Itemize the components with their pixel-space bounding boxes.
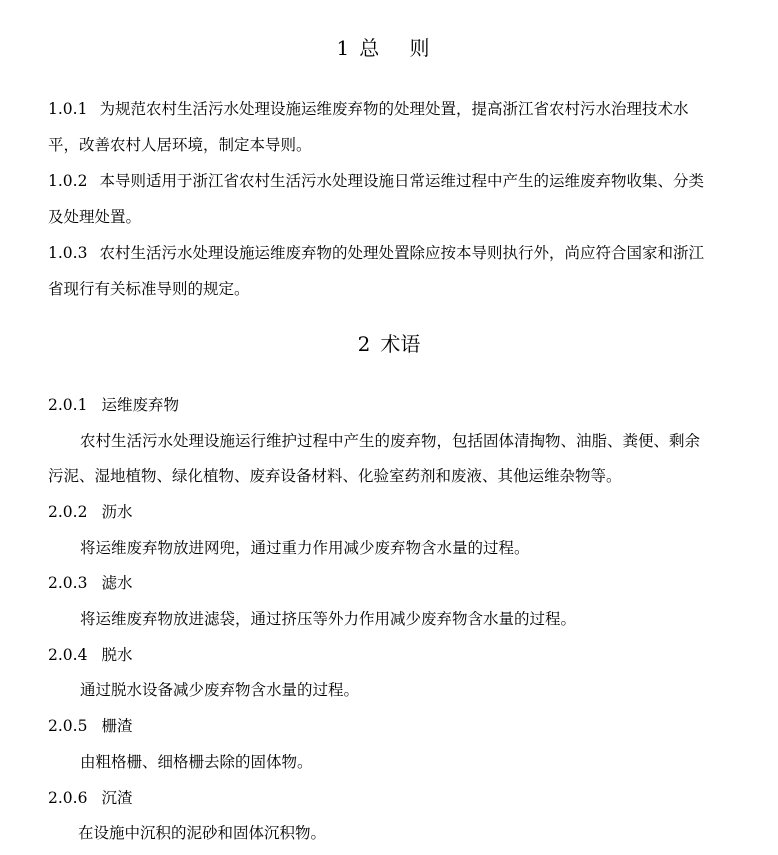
term-name: 滤水 xyxy=(101,574,133,592)
clause-1-0-3-line-2: 省现行有关标准导则的规定。 xyxy=(48,280,250,298)
term-name: 脱水 xyxy=(101,646,133,664)
section-1-heading xyxy=(0,34,778,62)
clause-text: 为规范农村生活污水处理设施运维废弃物的处理处置，提高浙江省农村污水治理技术水 xyxy=(99,100,689,118)
term-number: 2.0.3 xyxy=(48,574,88,592)
term-2-0-3-header xyxy=(48,572,132,594)
term-2-0-1-definition-line-2: 污泥、湿地植物、绿化植物、废弃设备材料、化验室药剂和废液、其他运维杂物等。 xyxy=(48,467,622,485)
term-2-0-3-definition: 将运维废弃物放进滤袋，通过挤压等外力作用减少废弃物含水量的过程。 xyxy=(80,610,577,628)
term-2-0-1-header xyxy=(48,394,179,416)
term-2-0-5-header xyxy=(48,715,132,737)
term-2-0-4-header xyxy=(48,644,132,666)
term-2-0-6-definition: 在设施中沉积的泥砂和固体沉积物。 xyxy=(78,824,327,842)
term-2-0-2-header xyxy=(48,501,132,523)
section-title: 术语 xyxy=(380,332,421,356)
term-2-0-2-definition: 将运维废弃物放进网兜，通过重力作用减少废弃物含水量的过程。 xyxy=(80,539,530,557)
section-2-heading xyxy=(0,330,778,358)
term-name: 沉渣 xyxy=(101,789,133,807)
section-number: 1 xyxy=(336,36,350,60)
section-number: 2 xyxy=(357,332,371,356)
term-number: 2.0.4 xyxy=(48,646,88,664)
clause-1-0-1-line-1 xyxy=(48,98,688,120)
term-number: 2.0.2 xyxy=(48,503,88,521)
term-name: 运维废弃物 xyxy=(101,396,179,414)
term-2-0-5-definition: 由粗格栅、细格栅去除的固体物。 xyxy=(80,753,313,771)
clause-number: 1.0.2 xyxy=(48,172,88,190)
term-2-0-4-definition: 通过脱水设备减少废弃物含水量的过程。 xyxy=(80,681,360,699)
term-name: 沥水 xyxy=(101,503,133,521)
clause-1-0-3-line-1 xyxy=(48,242,704,264)
clause-1-0-2-line-2: 及处理处置。 xyxy=(48,208,142,226)
clause-1-0-1-line-2: 平，改善农村人居环境，制定本导则。 xyxy=(48,136,312,154)
term-name: 栅渣 xyxy=(101,717,133,735)
term-number: 2.0.6 xyxy=(48,789,88,807)
clause-number: 1.0.1 xyxy=(48,100,88,118)
clause-number: 1.0.3 xyxy=(48,244,88,262)
term-number: 2.0.1 xyxy=(48,396,88,414)
term-2-0-6-header xyxy=(48,787,132,809)
term-number: 2.0.5 xyxy=(48,717,88,735)
term-2-0-1-definition-line-1: 农村生活污水处理设施运行维护过程中产生的废弃物，包括固体清掏物、油脂、粪便、剩余 xyxy=(80,432,701,450)
clause-text: 农村生活污水处理设施运维废弃物的处理处置除应按本导则执行外，尚应符合国家和浙江 xyxy=(99,244,704,262)
clause-1-0-2-line-1 xyxy=(48,170,704,192)
section-title: 总 则 xyxy=(359,36,442,60)
clause-text: 本导则适用于浙江省农村生活污水处理设施日常运维过程中产生的运维废弃物收集、分类 xyxy=(99,172,704,190)
